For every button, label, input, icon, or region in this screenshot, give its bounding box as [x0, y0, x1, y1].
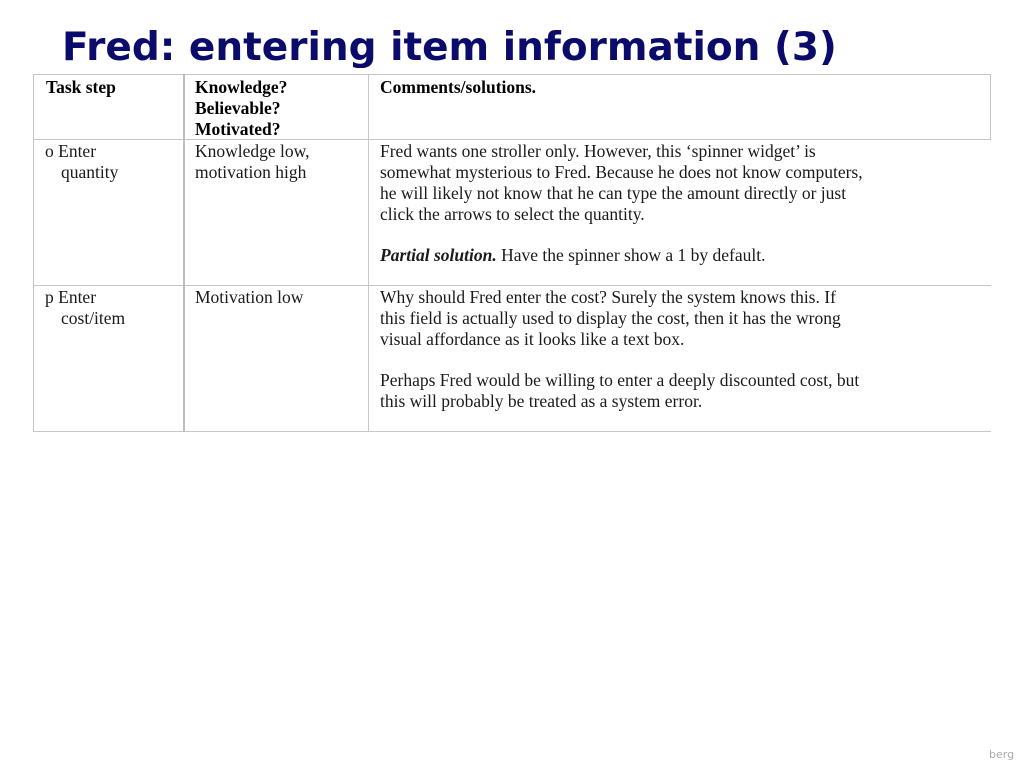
table-border-right: [990, 74, 991, 140]
row1-knowledge: Knowledge low, motivation high: [195, 141, 310, 182]
column-divider-2: [368, 74, 369, 432]
row1-solution-paragraph: [380, 245, 863, 266]
task-analysis-table: [33, 74, 991, 432]
row2-comment-paragraph: Why should Fred enter the cost? Surely the system knows this. If this field is actually used to display the cost, then it has the wrong visual affordance as it looks like a text box.: [380, 287, 841, 349]
solution-label: Partial solution.: [380, 245, 497, 265]
solution-text: Have the spinner show a 1 by default.: [496, 245, 766, 265]
footer-credit: berg: [989, 748, 1015, 761]
row2-knowledge: Motivation low: [195, 287, 304, 307]
slide-title: Fred: entering item information (3): [62, 25, 837, 68]
row2-task-step: p Enter cost/item: [45, 287, 126, 328]
table-border-left: [33, 74, 34, 432]
row1-comment-paragraph: Fred wants one stroller only. However, this ‘spinner widget’ is somewhat mysterious to Fred. Because he does not know computers, he will likely not know that he can type the amount directly or just click the arrows to select the quantity.: [380, 141, 863, 224]
row2-comments: [380, 287, 859, 432]
header-task-step: Task step: [46, 77, 116, 97]
row1-comments: [380, 141, 863, 286]
header-comments: Comments/solutions.: [380, 77, 537, 97]
header-row-divider: [33, 139, 991, 140]
row1-task-step: o Enter quantity: [45, 141, 119, 182]
column-divider-1: [183, 74, 185, 432]
header-knowledge: Knowledge? Believable? Motivated?: [195, 77, 288, 139]
row2-comment-paragraph-2: Perhaps Fred would be willing to enter a deeply discounted cost, but this will probably be treated as a system error.: [380, 370, 860, 411]
table-border-top: [33, 74, 991, 75]
